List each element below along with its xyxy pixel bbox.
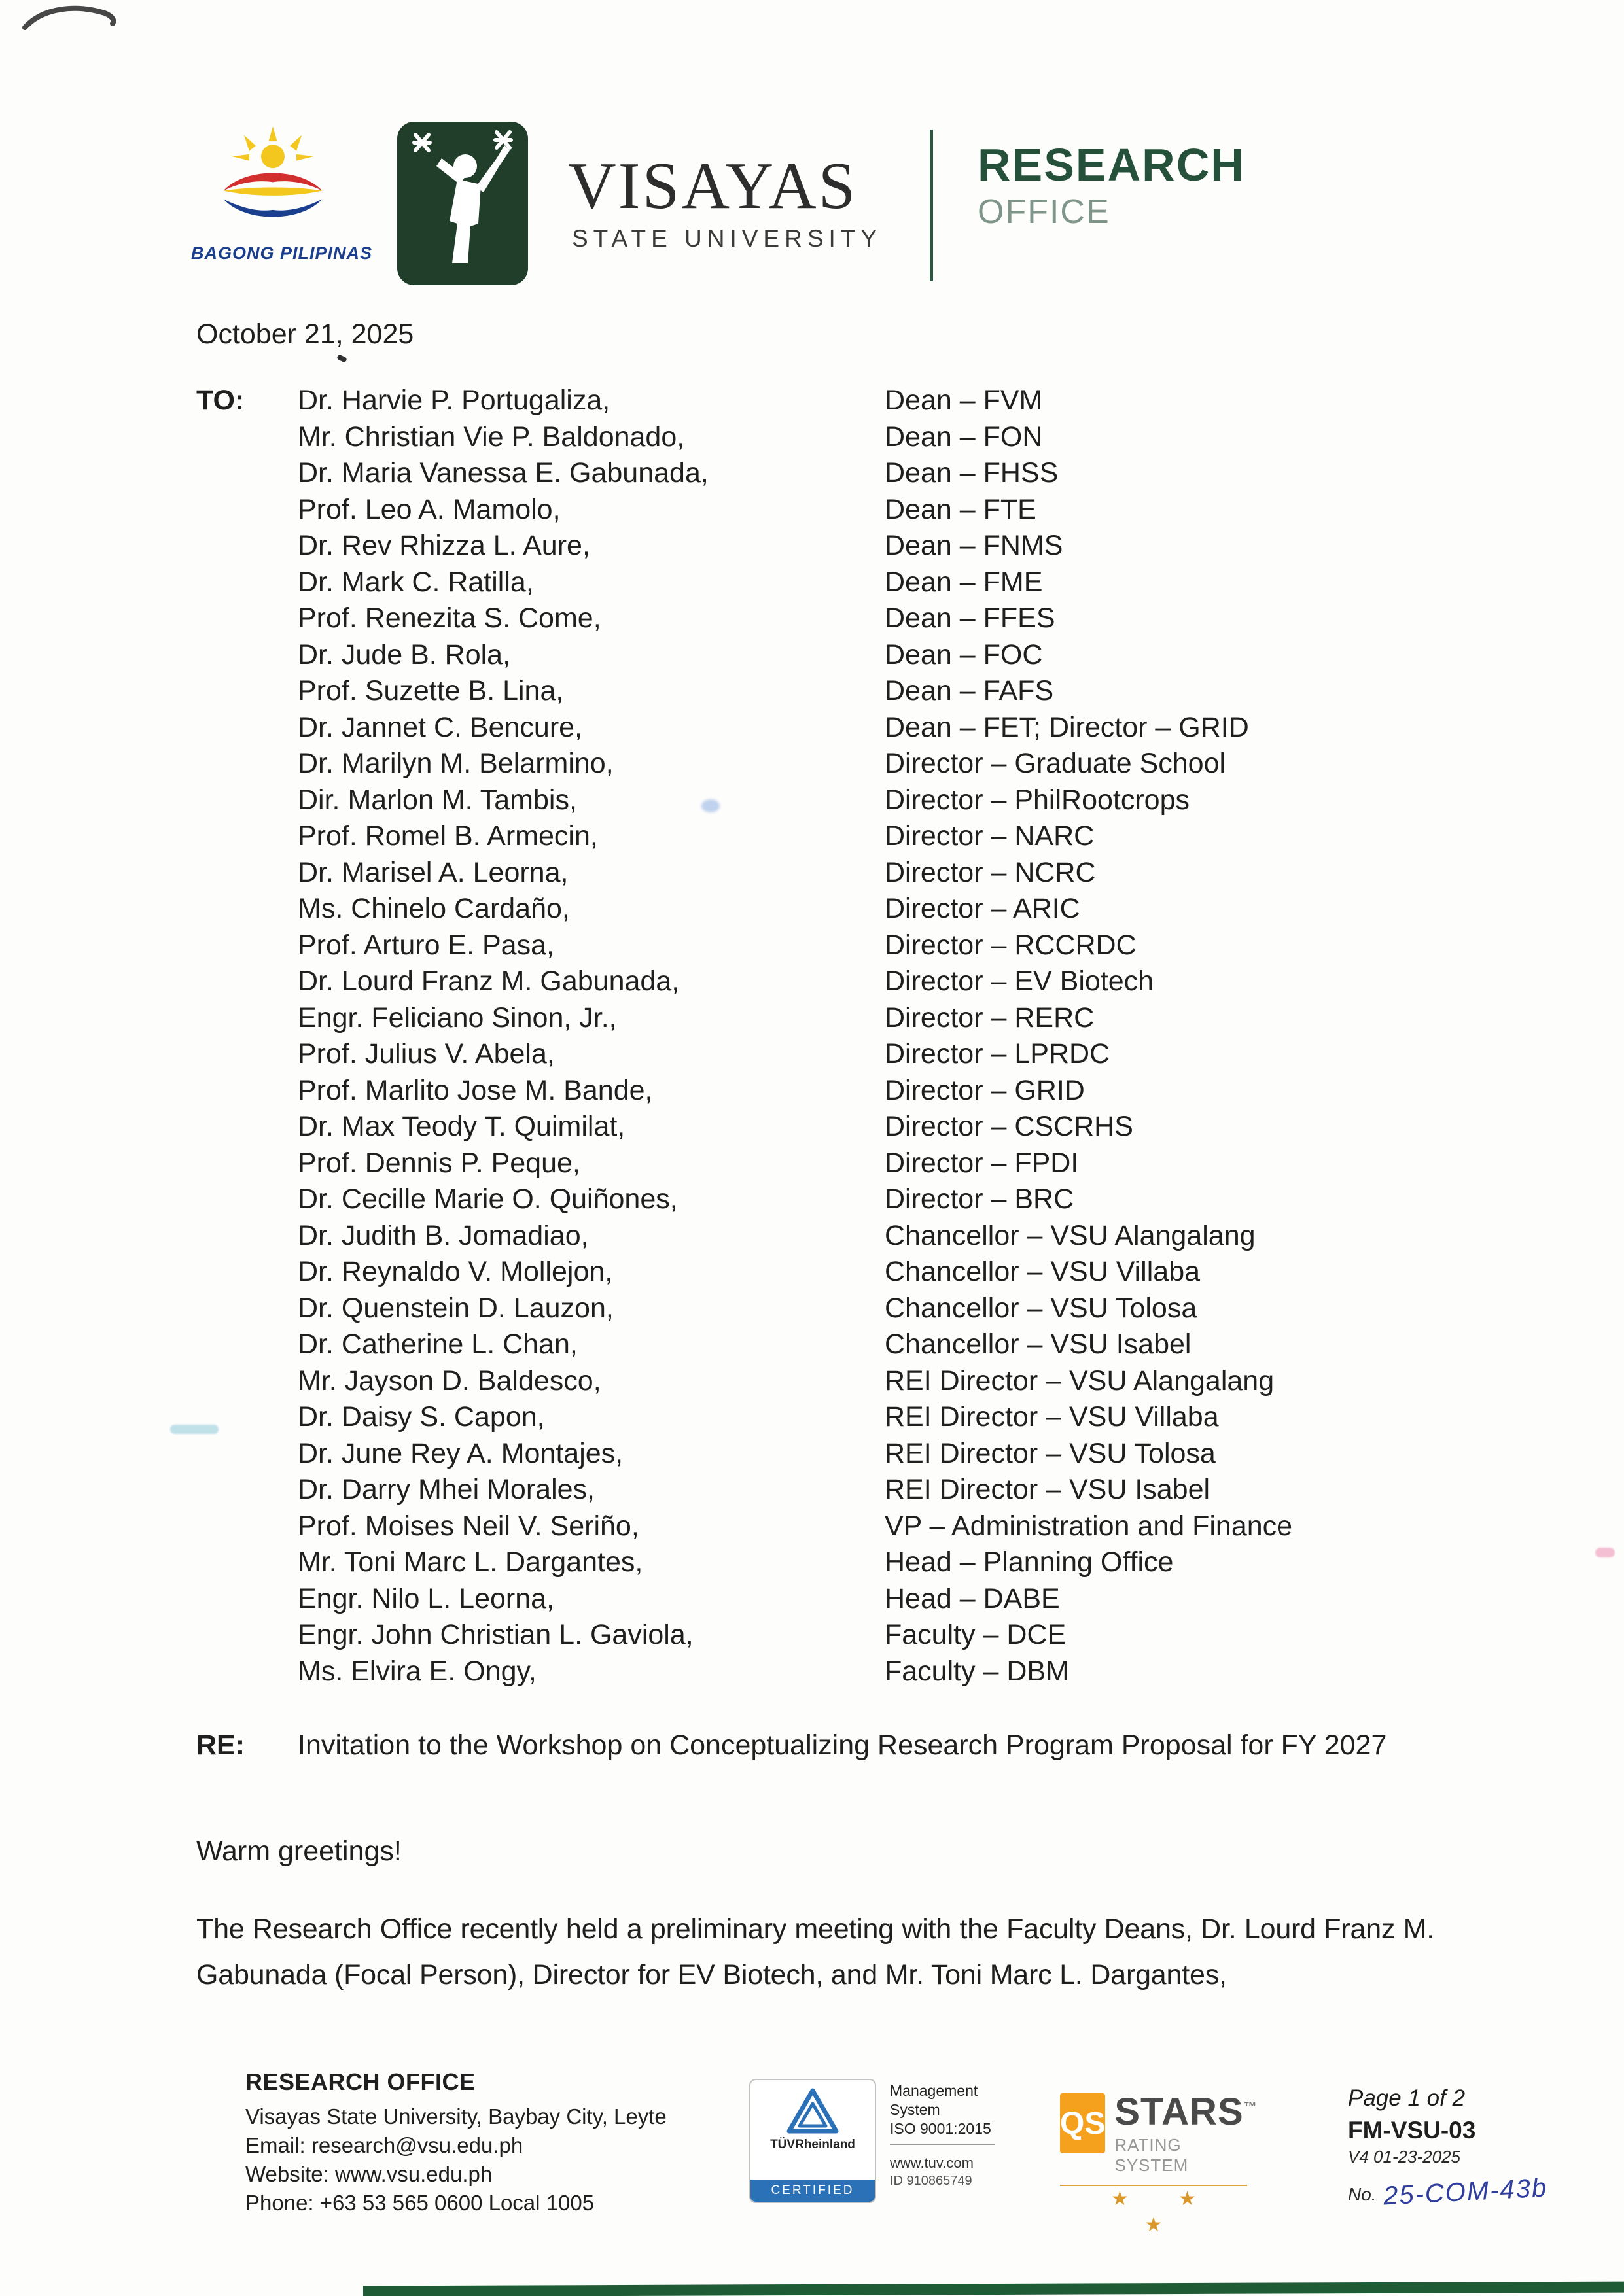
recipient-row [298,1145,1606,1182]
recipient-row [298,746,1606,782]
recipient-row [298,673,1606,710]
recipient-name: Prof. Julius V. Abela, [298,1038,555,1070]
recipient-row [298,1363,1606,1400]
recipient-row [298,1472,1606,1508]
recipient-name: Dr. Daisy S. Capon, [298,1401,545,1433]
qs-stars-logo [1060,2091,1258,2238]
recipient-row [298,383,1606,419]
vsu-logo [397,122,528,285]
re-label: RE: [196,1730,245,1761]
recipient-name: Dr. Quenstein D. Lauzon, [298,1292,614,1324]
recipient-name: Dr. Cecille Marie O. Quiñones, [298,1183,678,1215]
footer-office-name: RESEARCH OFFICE [245,2068,476,2095]
recipient-row [298,528,1606,565]
header-divider [930,130,933,281]
recipient-name: Engr. Nilo L. Leorna, [298,1582,555,1614]
recipient-position: Head – DABE [885,1582,1060,1614]
recipient-name: Mr. Christian Vie P. Baldonado, [298,421,685,453]
recipient-name: Prof. Suzette B. Lina, [298,675,564,706]
recipient-row [298,1654,1606,1690]
recipient-name: Dr. Max Teody T. Quimilat, [298,1111,626,1142]
tuv-cert-details [890,2081,1021,2191]
recipient-position: Dean – FNMS [885,530,1063,561]
recipient-name: Prof. Marlito Jose M. Bande, [298,1074,653,1106]
recipient-position: Dean – FTE [885,493,1036,525]
recipient-position: Director – RERC [885,1001,1095,1034]
recipient-name: Dr. Maria Vanessa E. Gabunada, [298,457,709,489]
footer-website: Website: www.vsu.edu.ph [245,2162,493,2186]
tuv-certified-logo [749,2079,876,2203]
recipient-position: Dean – FON [885,421,1043,453]
recipient-position: Director – FPDI [885,1147,1079,1179]
recipient-position: Director – GRID [885,1074,1085,1106]
recipient-name: Dr. Jude B. Rola, [298,638,511,670]
recipient-name: Dr. Marilyn M. Belarmino, [298,748,614,779]
recipient-row [298,1218,1606,1255]
form-version: V4 01-23-2025 [1348,2147,1461,2166]
letter-date: October 21, 2025 [196,319,414,350]
recipient-row [298,600,1606,637]
recipient-position: Director – EV Biotech [885,965,1154,997]
recipient-name: Engr. Feliciano Sinon, Jr., [298,1001,617,1034]
university-subtitle: STATE UNIVERSITY [572,225,883,252]
recipient-name: Prof. Arturo E. Pasa, [298,929,554,961]
recipient-row [298,964,1606,1000]
recipient-position: Head – Planning Office [885,1546,1174,1578]
recipient-position: Chancellor – VSU Isabel [885,1329,1192,1360]
recipient-row [298,1036,1606,1073]
recipient-name: Prof. Dennis P. Peque, [298,1147,580,1179]
no-label: No. [1348,2184,1377,2204]
office-name-line2: OFFICE [978,192,1110,231]
recipient-row [298,1399,1606,1436]
recipient-name: Prof. Romel B. Armecin, [298,820,598,852]
recipient-position: REI Director – VSU Isabel [885,1474,1210,1505]
recipient-row [298,818,1606,855]
to-label: TO: [196,385,245,416]
footer-contact-block [245,2068,667,2218]
body-paragraph: The Research Office recently held a preliminary meeting with the Faculty Deans, Dr. Lourd Franz M. Gabunada (Focal Person), Director for EV Biotech, and Mr. Toni Marc L. Dargantes, [196,1913,1434,1991]
recipient-name: Dr. Marisel A. Leorna, [298,856,569,888]
recipient-row [298,928,1606,964]
recipient-name: Dr. Harvie P. Portugaliza, [298,385,610,416]
recipient-position: Dean – FME [885,566,1043,598]
recipient-row [298,1327,1606,1363]
recipient-name: Dr. Reynaldo V. Mollejon, [298,1256,613,1287]
recipient-position: Chancellor – VSU Villaba [885,1256,1201,1287]
recipient-position: Dean – FVM [885,385,1043,416]
recipient-name: Ms. Chinelo Cardaño, [298,893,570,924]
form-code: FM-VSU-03 [1348,2117,1476,2144]
recipient-position: Chancellor – VSU Alangalang [885,1219,1256,1251]
recipient-name: Prof. Renezita S. Come, [298,602,601,634]
recipient-row [298,1617,1606,1654]
tuv-brand-label: TÜVRheinland [770,2138,855,2151]
recipient-position: Dean – FFES [885,602,1055,634]
recipient-row [298,637,1606,674]
recipients-list [298,383,1606,1690]
tuv-mgmt-line2: System [890,2101,940,2118]
bagong-pilipinas-label: BAGONG PILIPINAS [191,243,373,263]
recipient-position: Dean – FAFS [885,675,1054,706]
recipient-row [298,492,1606,529]
star-icons: ★ ★ ★ [1060,2185,1247,2238]
staple-mark [20,3,124,37]
recipient-name: Prof. Moises Neil V. Seriño, [298,1510,639,1542]
vsu-figure-icon [397,122,528,285]
university-wordmark [568,149,883,252]
recipient-position: REI Director – VSU Villaba [885,1401,1219,1433]
recipient-row [298,455,1606,492]
tuv-divider-rule [890,2144,995,2145]
recipient-row [298,1544,1606,1581]
qs-stars-text: STARS [1114,2091,1244,2133]
recipient-row [298,565,1606,601]
scan-artifact-pen-dot [336,354,347,363]
recipient-name: Mr. Jayson D. Baldesco, [298,1365,601,1397]
tuv-iso-label: ISO 9001:2015 [890,2120,991,2137]
recipient-position: Director – NARC [885,820,1095,852]
tuv-mgmt-line1: Management [890,2082,978,2099]
handwritten-document-number: 25-COM-43b [1382,2173,1548,2211]
qs-rating-system-label: RATING SYSTEM [1114,2135,1189,2175]
recipient-position: Dean – FHSS [885,457,1059,489]
recipient-row [298,710,1606,746]
recipient-row [298,1508,1606,1545]
recipient-position: Director – Graduate School [885,748,1226,779]
recipient-position: Director – ARIC [885,893,1080,924]
recipient-name: Dr. Jannet C. Bencure, [298,711,582,743]
subject-text: Invitation to the Workshop on Conceptualizing Research Program Proposal for FY 2027 [298,1730,1387,1761]
recipient-name: Dr. Mark C. Ratilla, [298,566,534,598]
recipient-name: Dr. Judith B. Jomadiao, [298,1219,589,1251]
page-number: Page 1 of 2 [1348,2085,1466,2111]
recipient-row [298,1436,1606,1472]
recipient-row [298,1291,1606,1327]
recipient-position: VP – Administration and Finance [885,1510,1293,1542]
recipient-row [298,1254,1606,1291]
tuv-certified-banner: CERTIFIED [750,2180,875,2202]
recipient-row [298,782,1606,819]
recipient-position: Chancellor – VSU Tolosa [885,1292,1197,1324]
scan-edge-bar [363,2282,1624,2296]
recipient-name: Engr. John Christian L. Gaviola, [298,1619,694,1650]
qs-tm-mark: ™ [1243,2100,1258,2115]
recipient-position: Director – PhilRootcrops [885,784,1190,816]
page-info-block [1348,2085,1557,2211]
tuv-url: www.tuv.com [890,2155,974,2171]
recipient-position: Director – RCCRDC [885,929,1137,961]
footer-address: Visayas State University, Baybay City, Leyte [245,2104,667,2129]
greeting-text: Warm greetings! [196,1835,402,1867]
recipient-name: Dr. Rev Rhizza L. Aure, [298,530,590,561]
recipient-row [298,1109,1606,1145]
recipient-row [298,419,1606,456]
office-name-line1: RESEARCH [978,139,1245,190]
qs-square-icon: QS [1060,2093,1105,2153]
bagong-pilipinas-logo [191,124,373,285]
recipient-name: Dr. June Rey A. Montajes, [298,1437,624,1469]
recipient-row [298,1073,1606,1109]
recipient-position: Dean – FET; Director – GRID [885,711,1249,743]
recipient-row [298,1581,1606,1618]
recipient-position: Director – NCRC [885,856,1096,888]
recipient-name: Ms. Elvira E. Ongy, [298,1655,537,1687]
recipient-row [298,1181,1606,1218]
recipient-name: Dr. Lourd Franz M. Gabunada, [298,965,680,997]
recipient-row [298,855,1606,892]
recipient-name: Dr. Catherine L. Chan, [298,1329,578,1360]
qs-stars-wordmark [1114,2093,1257,2131]
recipient-position: Faculty – DBM [885,1655,1069,1687]
office-block [978,141,1245,232]
recipient-row [298,891,1606,928]
university-name: VISAYAS [568,149,858,223]
recipient-position: Director – CSCRHS [885,1111,1133,1142]
recipient-position: Faculty – DCE [885,1619,1067,1650]
recipient-name: Dir. Marlon M. Tambis, [298,784,577,816]
recipient-position: Director – LPRDC [885,1038,1110,1070]
recipient-position: Director – BRC [885,1183,1074,1215]
tuv-triangle-icon [785,2087,840,2136]
footer-email: Email: research@vsu.edu.ph [245,2133,523,2157]
recipient-position: Dean – FOC [885,638,1043,670]
recipient-name: Mr. Toni Marc L. Dargantes, [298,1546,643,1578]
recipient-name: Dr. Darry Mhei Morales, [298,1474,595,1505]
recipient-name: Prof. Leo A. Mamolo, [298,493,561,525]
recipient-position: REI Director – VSU Tolosa [885,1437,1216,1469]
scan-artifact-teal-smudge [170,1425,219,1434]
recipient-position: REI Director – VSU Alangalang [885,1365,1275,1397]
footer-phone: Phone: +63 53 565 0600 Local 1005 [245,2191,595,2215]
tuv-cert-id: ID 910865749 [890,2174,972,2188]
bagong-pilipinas-icon [207,124,338,242]
recipient-row [298,1000,1606,1037]
